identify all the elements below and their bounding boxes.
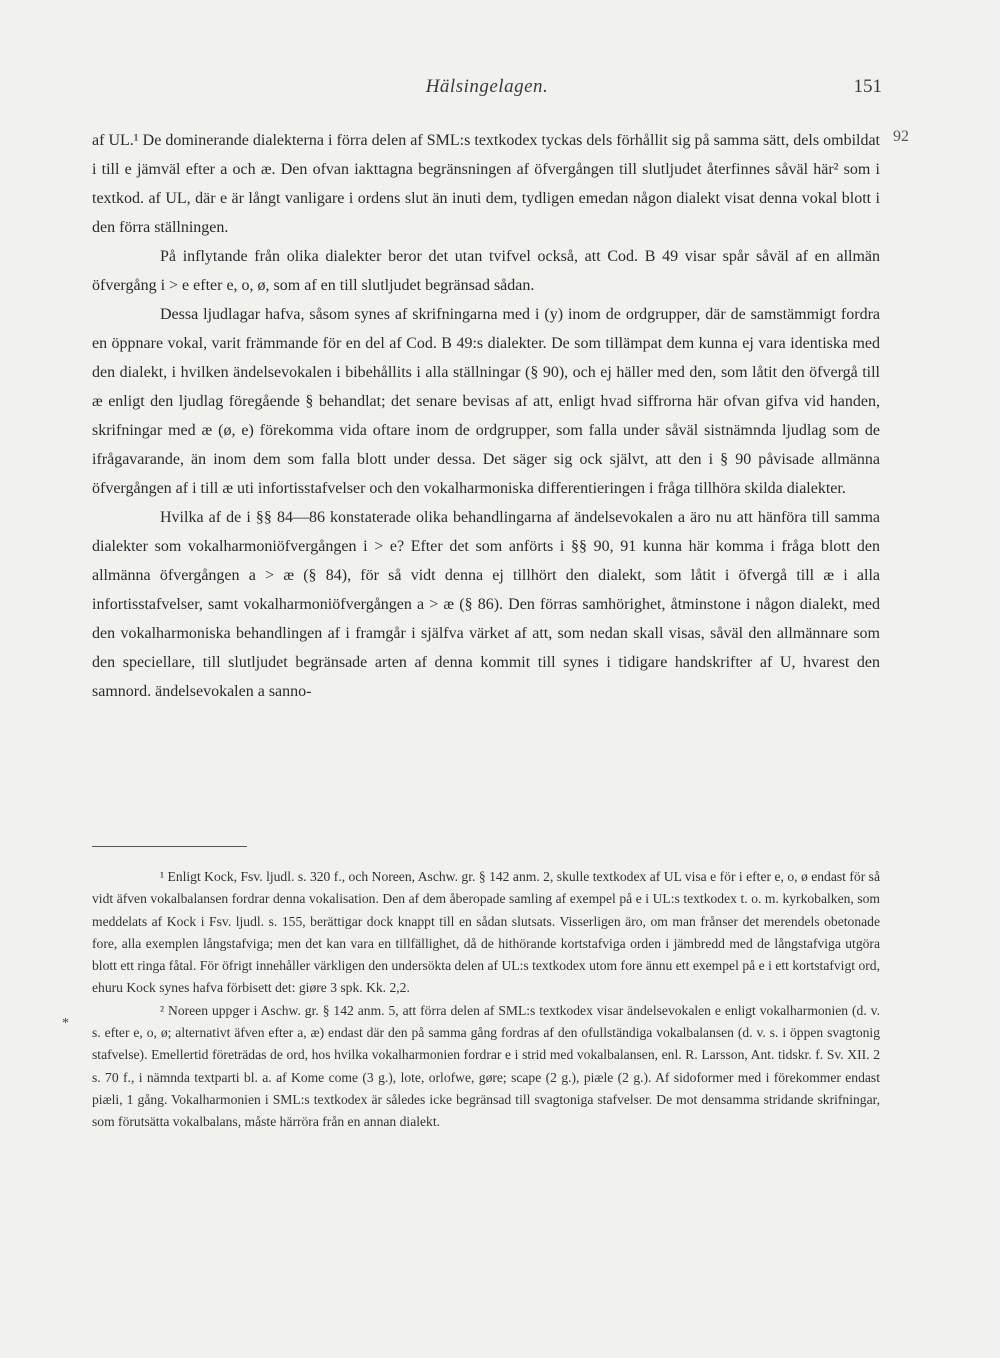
footnote: ² Noreen uppger i Aschw. gr. § 142 anm. 5, att förra delen af SML:s textkodex visar ändelsevokalen e enligt vokalharmonien (d. v. s. efter e, o, ø; alternativt äfven efter a, æ) endast där den på samma gång fordras af den ofullständiga vokalbalansen (d. v. s. i öppen svagtonig stafvelse). Emellertid företrädas de ord, hos hvilka vokalharmonien fordrar e i strid med vokalbalansen, enl. R. Larsson, Ant. tidskr. f. Sv. XII. 2 s. 70 f., i nämnda textparti bl. a. af Kome come (3 g.), lote, orlofwe, gøre; scape (2 g.), piæle (2 g.). Af sidoformer med i förekommer endast piæli, 1 gång. Vokalharmonien i SML:s textkodex är således icke begränsad till svagtoniga stafvelser. De mot densamma stridande skrifningar, som förutsätta vokalbalans, måste härröra från en annan dialekt.	[92, 1002, 880, 1130]
margin-section-number: 92	[893, 128, 909, 145]
paragraph: På inflytande från olika dialekter beror det utan tvifvel också, att Cod. B 49 visar spår såväl af en allmän öfvergång i > e efter e, o, ø, som af en till slutljudet begränsad sådan.	[92, 248, 880, 294]
page-header	[92, 76, 882, 106]
margin-mark: *	[62, 1016, 69, 1031]
footnote-separator	[92, 846, 247, 847]
page-number: 151	[853, 76, 882, 97]
paragraph: Dessa ljudlagar hafva, såsom synes af skrifningarna med i (y) inom de ordgrupper, där de samstämmigt fordra en öppnare vokal, varit främmande för en del af Cod. B 49:s dialekter. De som tillämpat dem kunna ej vara identiska med den dialekt, i hvilken ändelsevokalen i bibehållits i alla ställningar (§ 90), och ej häller med den, som låtit den öfvergå till æ enligt den ljudlag föregående § behandlat; det senare bevisas af att, enligt hvad siffrorna här ofvan gifva vid handen, skrifningar med æ (ø, e) förekomma vida oftare inom de ordgrupper, som falla under såväl sistnämnda ljudlag som de ifrågavarande, än inom dem som falla blott under dessa. Det säger sig ock självt, att den i § 90 påvisade allmänna öfvergången af i till æ uti infortisstafvelser och den vokalharmoniska differentieringen i fråga tillhöra skilda dialekter.	[92, 306, 880, 497]
paragraph: Hvilka af de i §§ 84—86 konstaterade olika behandlingarna af ändelsevokalen a äro nu att hänföra till samma dialekter som vokalharmoniöfvergången i > e? Efter det som anförts i §§ 90, 91 kunna här komma i fråga blott den allmänna öfvergången a > æ (§ 84), för så vidt denna ej tillhört den dialekt, som låtit i öfvergå till æ i alla infortisstafvelser, samt vokalharmoniöfvergången a > æ (§ 86). Den förras samhörighet, åtminstone i någon dialekt, med den vokalharmoniska behandlingen af i framgår i själfva värket af att, som nedan skall visas, såväl den allmännare som den speciellare, till slutljudet begränsade arten af denna kommit till synes i tidigare handskrifter af U, hvarest den samnord. ändelsevokalen a sanno-	[92, 509, 880, 700]
main-text	[92, 126, 880, 706]
footnote: ¹ Enligt Kock, Fsv. ljudl. s. 320 f., och Noreen, Aschw. gr. § 142 anm. 2, skulle textkodex af UL visa e för i efter e, o, ø endast för så vidt äfven vokalbalansen fordrar denna vokalisation. Den af dem åberopade samling af exempel på e i UL:s textkodex t. o. m. kyrkobalken, som meddelats af Kock i Fsv. ljudl. s. 155, berättigar dock knappt till en sådan slutsats. Visserligen äro, om man frånser det merendels obetonade fore, alla exemplen långstafviga; men det kan vara en tillfällighet, då de hithörande kortstafviga orden i jämbredd med de långstafviga utgöra blott ett ringa fåtal. För öfrigt innehåller värkligen den undersökta delen af UL:s textkodex utom fore ännu ett exempel på e i ett kortstafvigt ord, ehuru Kock synes hafva förbisett det: giøre 3 spk. Kk. 2,2.	[92, 869, 880, 996]
footnotes	[92, 866, 880, 1134]
running-head: Hälsingelagen.	[425, 76, 549, 97]
paragraph: af UL.¹ De dominerande dialekterna i förra delen af SML:s textkodex tyckas dels förhållit sig på samma sätt, dels ombildat i till e jämväl efter a och æ. Den ofvan iakttagna begränsningen af öfvergången till slutljudet återfinnes såväl här² som i textkod. af UL, där e är långt vanligare i ordens slut än inuti dem, tydligen emedan någon dialekt visat denna vokal blott i den förra ställningen.	[92, 132, 880, 236]
